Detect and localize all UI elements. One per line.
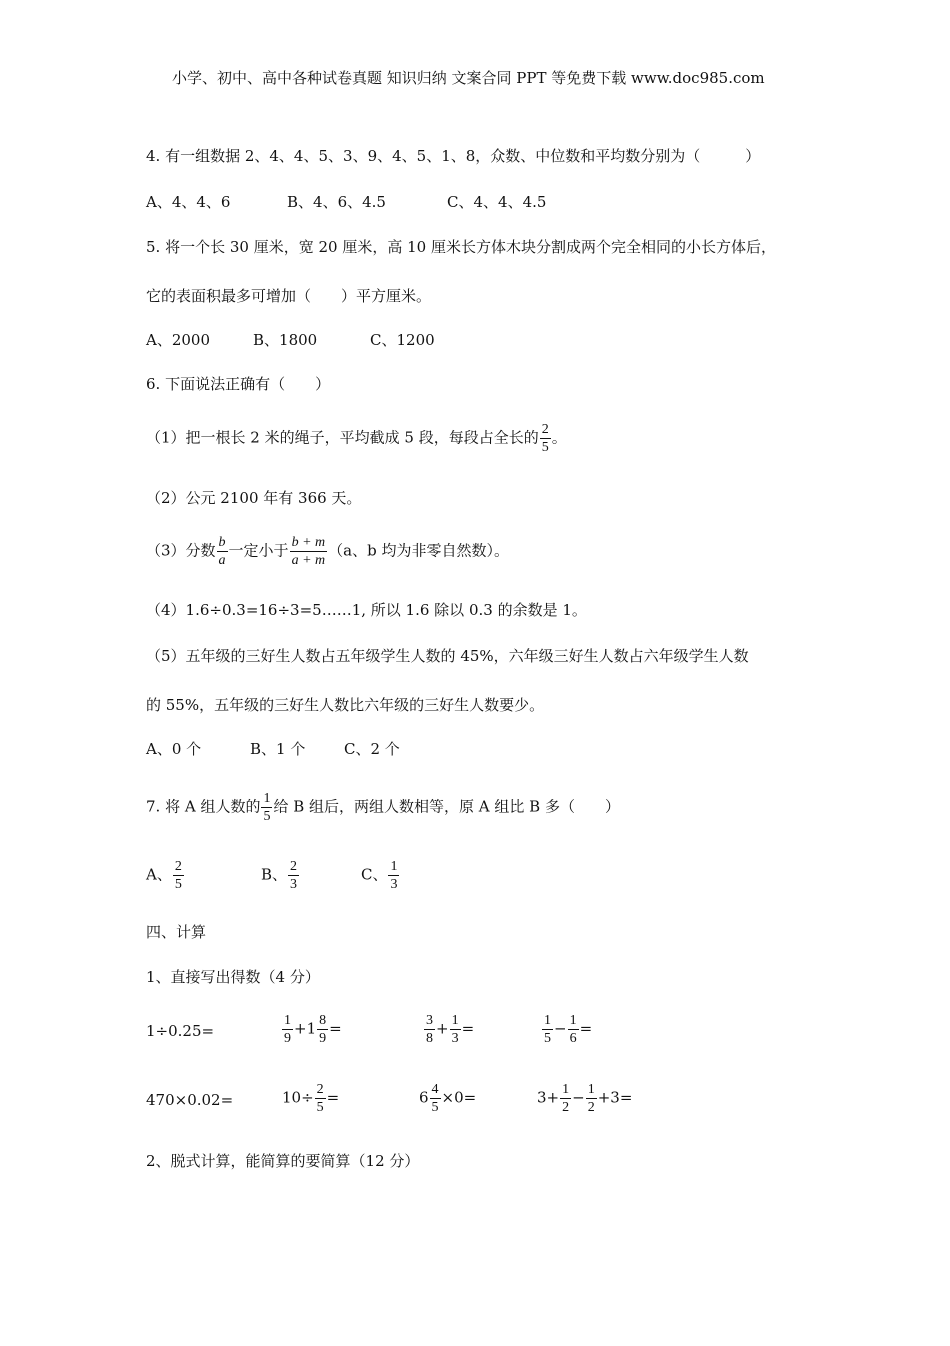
fraction-denominator: 2 [587,1100,595,1115]
calc-item [537,1081,632,1116]
fraction [540,421,551,456]
question-5-options [146,330,435,350]
fraction [317,1012,328,1047]
page-header: 小学、初中、高中各种试卷真题 知识归纳 文案合同 PPT 等免费下载 www.doc985.com [172,69,765,87]
fraction [542,1012,553,1047]
question-4: 4. 有一组数据 2、4、4、5、3、9、4、5、1、8，众数、中位数和平均数分别为（ ） [146,147,761,165]
whole-number: 6 [419,1088,429,1107]
question-6-statement-3 [146,534,509,569]
statement-text: （3）分数 [146,541,216,560]
fraction-numerator: 2 [290,859,298,874]
fraction-bm-over-am [290,534,328,569]
fraction [282,1012,293,1047]
prefix: 3+ [537,1088,560,1107]
fraction-numerator: b [218,535,226,550]
fraction-denominator: 6 [569,1031,577,1046]
statement-text: （1）把一根长 2 米的绳子，平均截成 5 段，每段占全长的 [146,428,539,447]
statement-mid: 一定小于 [228,541,289,560]
option-a: A、2000 [146,331,211,349]
fraction [388,858,399,893]
fraction-numerator: 3 [426,1013,433,1028]
fraction-denominator: 5 [431,1100,439,1115]
operator: − [554,1019,567,1038]
equals: = [326,1088,340,1107]
fraction-numerator: 1 [390,859,398,874]
fraction-numerator: 1 [284,1013,291,1028]
prefix: 10÷ [282,1088,314,1107]
fraction-denominator: 3 [451,1031,459,1046]
question-6-title: 6. 下面说法正确有（ ） [146,375,331,393]
statement-end: 。 [551,428,567,447]
option-a: A、4、4、6 [146,193,231,211]
option-c: C、4、4、4.5 [447,193,547,211]
fraction-numerator: 1 [562,1082,570,1097]
fraction [261,790,272,825]
question-5-line1: 5. 将一个长 30 厘米，宽 20 厘米，高 10 厘米长方体木块分割成两个完全相同的小长方体后， [146,238,776,256]
fraction-numerator: 2 [174,859,182,874]
fraction-denominator: 9 [284,1031,291,1046]
question-6-options [146,739,400,759]
fraction-denominator: 9 [319,1031,327,1046]
calc-item [423,1012,474,1047]
fraction-numerator: 1 [263,791,271,806]
question-6-statement-1 [146,421,567,456]
equals: ×0= [441,1088,477,1107]
fraction-denominator: 2 [562,1100,570,1115]
option-b: B、1800 [253,331,318,349]
calc-item [281,1012,342,1047]
option-c [361,858,400,893]
fraction-denominator: 5 [541,440,549,455]
question-6-statement-5-line2: 的 55%，五年级的三好生人数比六年级的三好生人数要少。 [146,696,545,714]
fraction [568,1012,579,1047]
fraction-denominator: 5 [544,1031,551,1046]
question-6-statement-2: （2）公元 2100 年有 366 天。 [146,489,362,507]
fraction-numerator: 1 [569,1013,577,1028]
option-label: B、 [261,865,288,884]
fraction-numerator: 2 [541,422,549,437]
fraction-denominator: 5 [263,809,271,824]
equals: +3= [597,1088,633,1107]
question-5-line2: 它的表面积最多可增加（ ）平方厘米。 [146,287,432,305]
fraction [430,1081,441,1116]
calc-item [282,1081,339,1116]
option-c: C、2 个 [344,740,400,758]
fraction-numerator: 4 [431,1082,439,1097]
option-label: A、 [146,865,172,884]
equals: = [461,1019,475,1038]
fraction-b-over-a [217,534,228,569]
option-c: C、1200 [370,331,435,349]
fraction [424,1012,435,1047]
fraction-denominator: 3 [390,877,398,892]
fraction [560,1081,571,1116]
option-a: A、0 个 [146,740,202,758]
section-title: 四、计算 [146,923,207,941]
question-7 [146,790,620,825]
fraction-denominator: 3 [290,877,298,892]
fraction-denominator: 5 [316,1100,324,1115]
question-7-options [146,858,400,893]
option-b: B、4、6、4.5 [287,193,386,211]
fraction-denominator: a [218,553,226,568]
operator: +1 [294,1019,317,1038]
fraction-numerator: 1 [587,1082,595,1097]
question-6-statement-4: （4）1.6÷0.3=16÷3=5……1, 所以 1.6 除以 0.3 的余数是 1。 [146,601,587,619]
fraction-denominator: a + m [291,553,326,568]
fraction-numerator: b + m [291,535,326,550]
fraction [586,1081,597,1116]
calc-1-title: 1、直接写出得数（4 分） [146,968,320,986]
operator: + [436,1019,449,1038]
fraction-numerator: 1 [544,1013,551,1028]
fraction-denominator: 8 [426,1031,433,1046]
calc-item [419,1081,476,1116]
question-4-options [146,192,546,212]
fraction [450,1012,461,1047]
question-6-statement-5-line1: （5）五年级的三好生人数占五年级学生人数的 45%，六年级三好生人数占六年级学生人数 [146,647,749,665]
question-text-end: 给 B 组后，两组人数相等，原 A 组比 B 多（ ） [273,797,620,816]
calc-item: 1÷0.25= [146,1022,215,1040]
statement-end: （a、b 均为非零自然数）。 [328,541,509,560]
fraction-numerator: 1 [451,1013,459,1028]
equals: = [579,1019,593,1038]
fraction [288,858,299,893]
fraction-numerator: 8 [319,1013,327,1028]
calc-item: 470×0.02= [146,1091,234,1109]
calc-2-title: 2、脱式计算，能简算的要简算（12 分） [146,1152,420,1170]
option-b [261,858,361,893]
question-text: 7. 将 A 组人数的 [146,797,261,816]
option-label: C、 [361,865,388,884]
calc-item [541,1012,592,1047]
fraction-denominator: 5 [174,877,182,892]
fraction [173,858,184,893]
option-a [146,858,261,893]
operator: − [572,1088,585,1107]
fraction-numerator: 2 [316,1082,324,1097]
fraction [315,1081,326,1116]
equals: = [329,1019,342,1038]
option-b: B、1 个 [250,740,306,758]
